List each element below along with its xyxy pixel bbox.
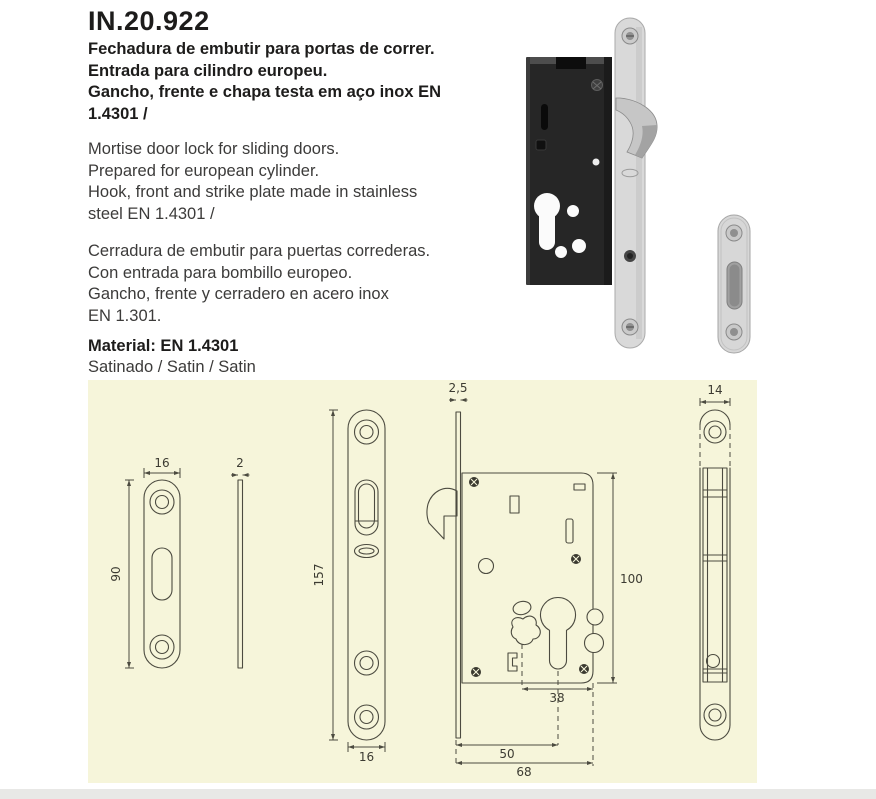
description-en	[88, 139, 518, 225]
text-line: Mortise door lock for sliding doors.	[88, 140, 340, 158]
product-code: IN.20.922	[88, 6, 210, 36]
faceplate-side-drawing	[456, 412, 461, 738]
text-line: Gancho, frente y cerradero en acero inox	[88, 285, 389, 303]
dim-case-depth	[456, 683, 593, 779]
text-line: Entrada para cilindro europeu.	[88, 61, 328, 80]
strike-plate-side-drawing	[238, 480, 243, 668]
material-line: Material: EN 1.4301	[88, 337, 239, 355]
dim-label-157: 157	[312, 563, 326, 587]
dim-label-16: 16	[154, 456, 170, 470]
faceplate-photo	[615, 18, 657, 348]
description-es	[88, 241, 518, 327]
technical-drawing	[88, 380, 757, 783]
dim-strike-plate-height	[109, 480, 134, 668]
dim-label-68: 68	[516, 765, 532, 779]
text-line: Con entrada para bombillo europeo.	[88, 263, 353, 282]
product-photo	[500, 5, 790, 370]
strike-plate-front-drawing	[144, 480, 180, 668]
lock-case-drawing	[462, 473, 604, 683]
dim-faceplate-height	[312, 410, 338, 740]
text-line: Fechadura de embutir para portas de correr.	[88, 40, 435, 58]
dim-backset	[456, 671, 558, 761]
dim-label-2-5: 2,5	[448, 381, 468, 395]
text-line: Hook, front and strike plate made in stainless	[88, 183, 418, 201]
strike-plate-section-drawing	[700, 410, 730, 740]
text-line: EN 1.301.	[88, 306, 162, 325]
text-line: Cerradura de embutir para puertas correderas.	[88, 242, 431, 260]
dim-strike-plate-thickness	[231, 456, 250, 477]
dim-strike-plate-width	[144, 456, 180, 478]
dim-label-16b: 16	[358, 750, 375, 764]
strike-plate-photo	[718, 215, 750, 353]
dim-label-50: 50	[499, 747, 515, 761]
page-bottom-edge	[0, 789, 876, 799]
dim-faceplate-thickness	[448, 381, 467, 402]
text-line: 1.4301 /	[88, 104, 148, 123]
dim-label-90: 90	[109, 566, 123, 582]
finish-line: Satinado / Satin / Satin	[88, 358, 256, 376]
technical-drawing-panel	[88, 380, 757, 783]
dim-label-14: 14	[707, 383, 723, 397]
dim-label-100: 100	[620, 572, 643, 586]
text-line: Gancho, frente e chapa testa em aço inox EN	[88, 83, 442, 101]
lock-case-photo	[526, 57, 612, 285]
hook-drawing	[427, 488, 457, 539]
faceplate-front-drawing	[348, 410, 385, 740]
dim-faceplate-width	[348, 742, 385, 764]
dim-strike-section-width	[700, 383, 730, 406]
description-pt	[88, 39, 518, 125]
text-line: steel EN 1.4301 /	[88, 204, 215, 223]
description-column	[88, 6, 518, 378]
dim-label-38: 38	[549, 691, 565, 705]
dim-label-2: 2	[236, 456, 244, 470]
text-line: Prepared for european cylinder.	[88, 161, 320, 180]
dim-case-height	[597, 473, 643, 683]
